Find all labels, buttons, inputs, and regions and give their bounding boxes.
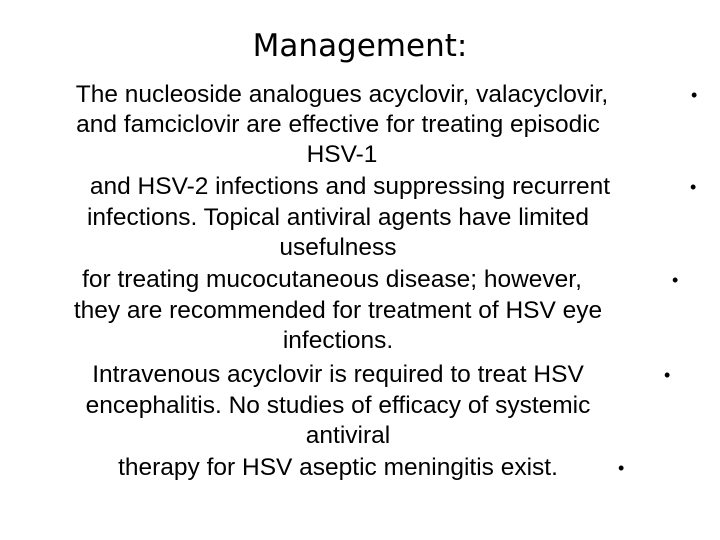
- body-line-11: encephalitis. No studies of efficacy of systemic: [85, 392, 591, 419]
- body-line-1: The nucleoside analogues acyclovir, valacyclovir,: [75, 81, 609, 108]
- body-line-4: and HSV-2 infections and suppressing recurrent: [89, 173, 611, 200]
- body-line-6: usefulness: [279, 234, 397, 261]
- body-line-7: for treating mucocutaneous disease; however,: [82, 266, 582, 293]
- bullet-marker-2: •: [690, 177, 697, 197]
- body-line-10: Intravenous acyclovir is required to treat HSV: [92, 361, 584, 388]
- slide-title: Management:: [252, 28, 468, 64]
- body-line-2: and famciclovir are effective for treating episodic: [76, 111, 600, 138]
- body-line-9: infections.: [282, 327, 394, 354]
- body-line-8: they are recommended for treatment of HSV eye: [73, 297, 603, 324]
- bullet-marker-4: •: [664, 365, 671, 385]
- body-line-13: therapy for HSV aseptic meningitis exist.: [118, 454, 558, 481]
- bullet-marker-3: •: [672, 270, 679, 290]
- body-line-5: infections. Topical antiviral agents have limited: [86, 204, 590, 231]
- body-line-3: HSV-1: [306, 141, 378, 168]
- bullet-marker-5: •: [618, 458, 625, 478]
- bullet-marker-1: •: [691, 85, 698, 105]
- body-line-12: antiviral: [305, 422, 391, 449]
